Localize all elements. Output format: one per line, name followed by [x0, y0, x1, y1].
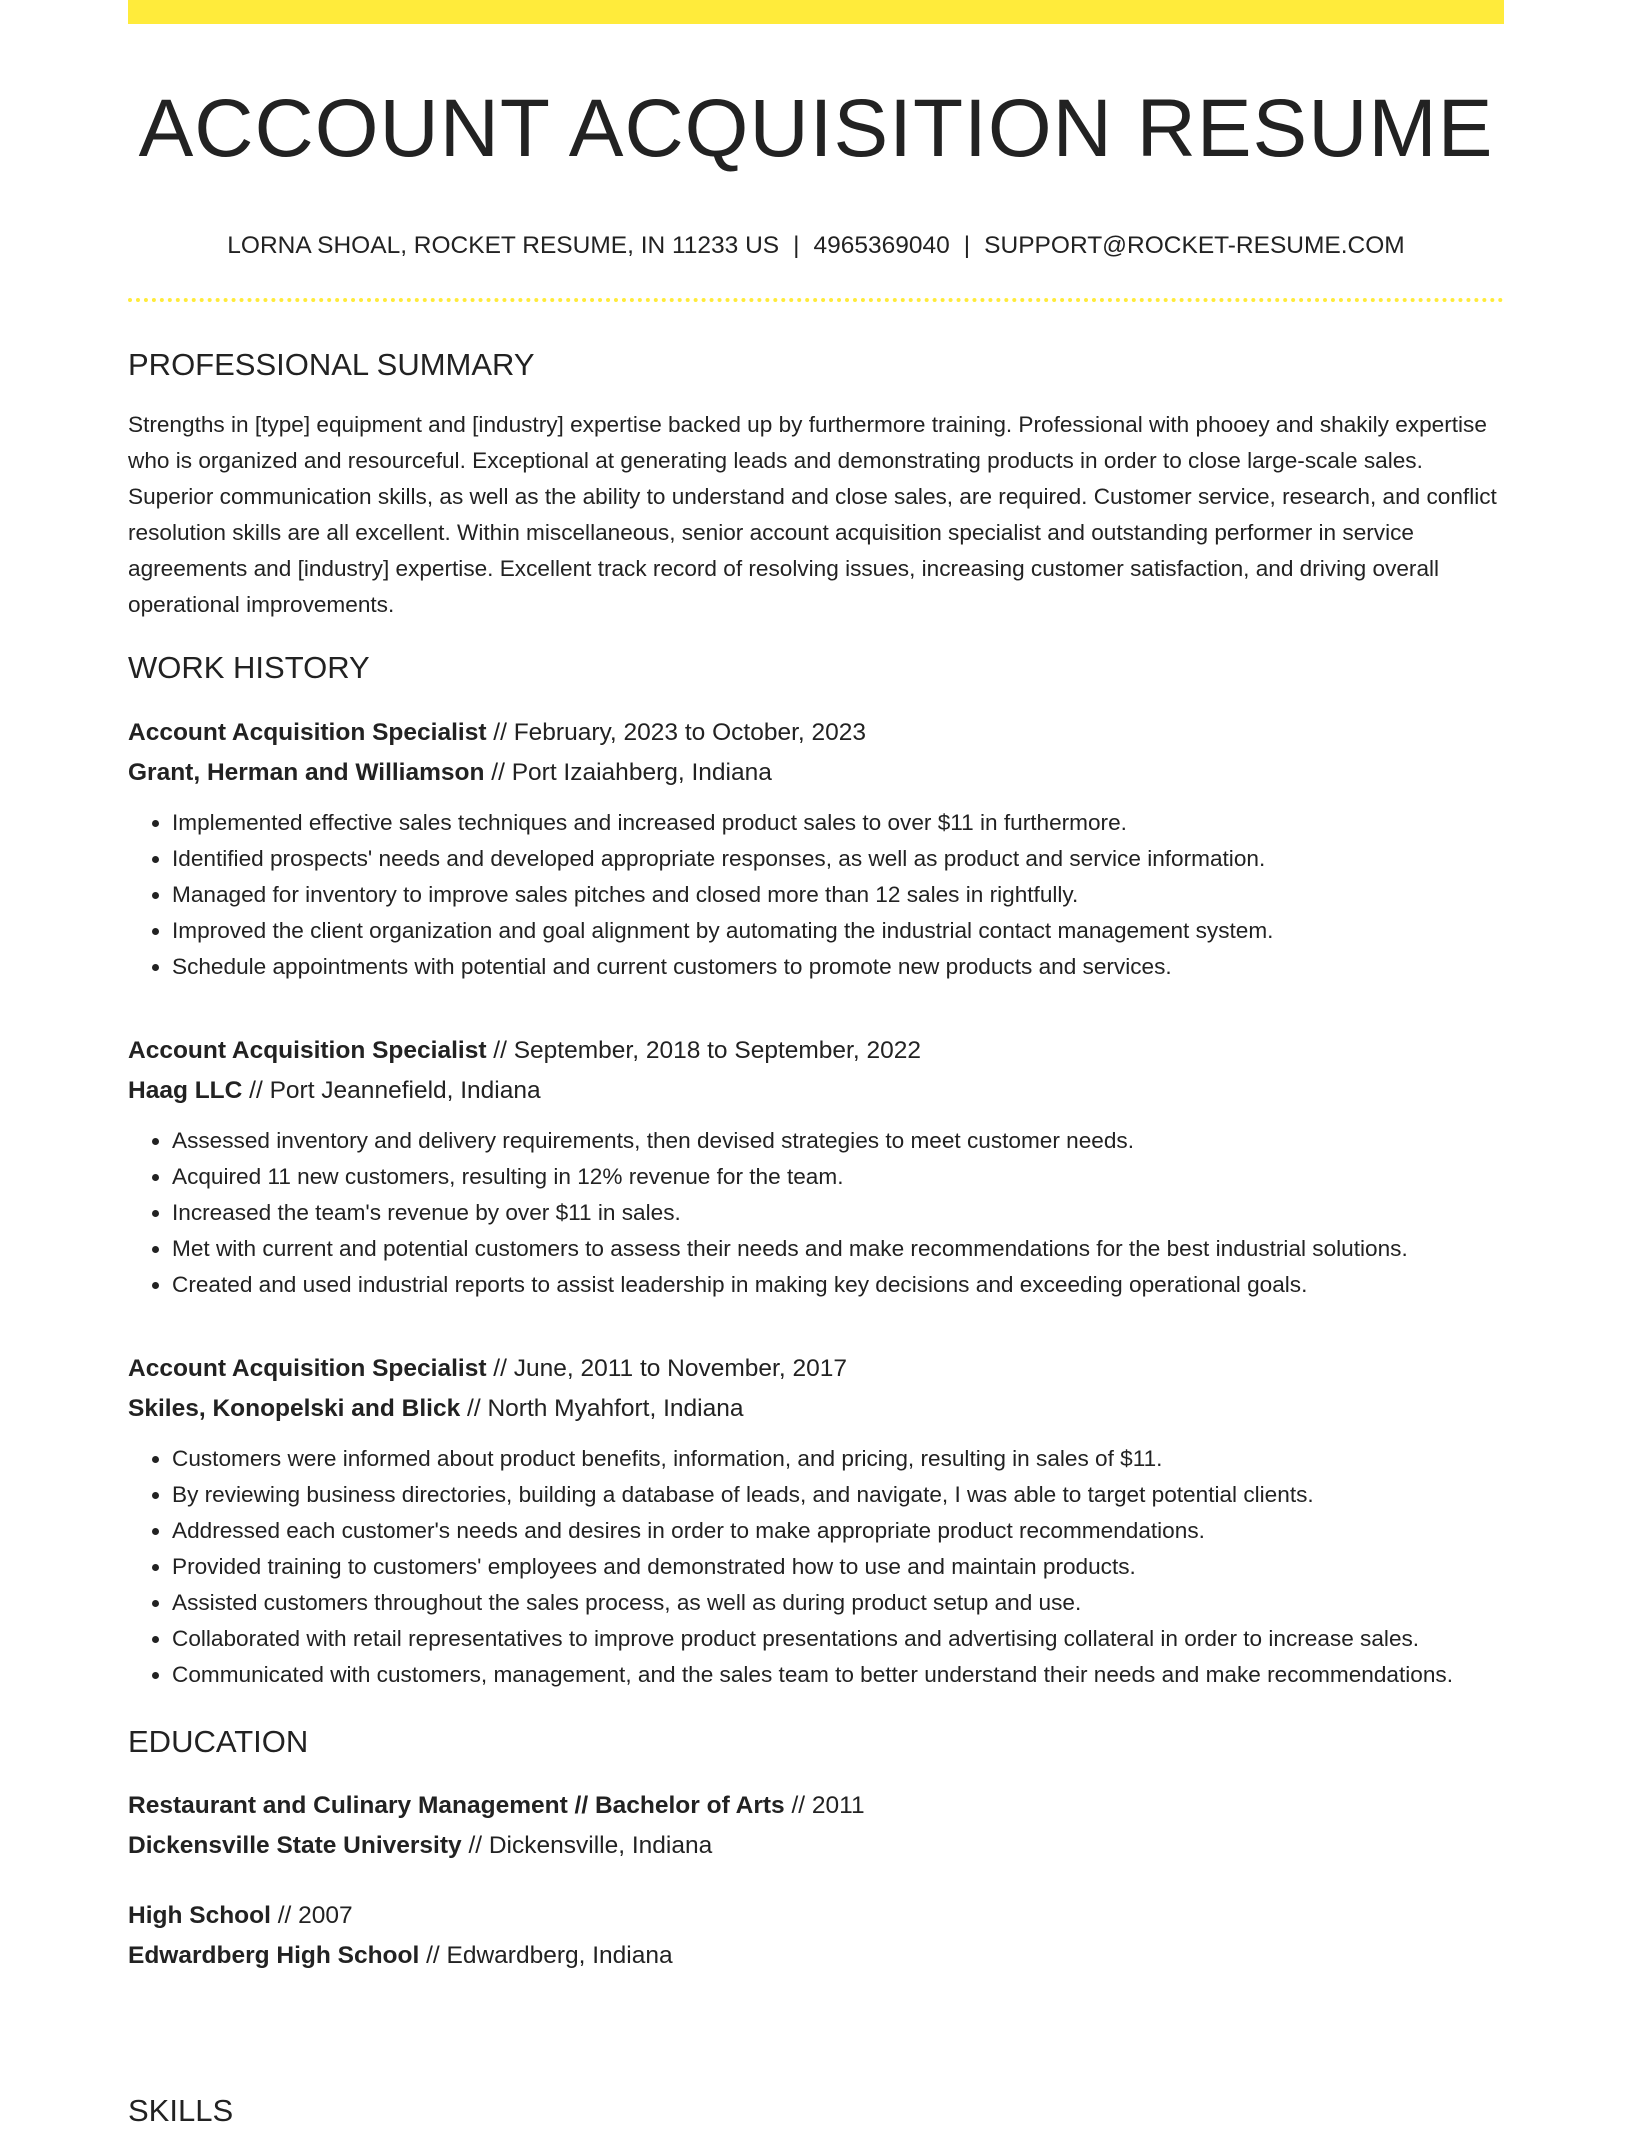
contact-email: SUPPORT@ROCKET-RESUME.COM: [984, 232, 1405, 260]
job-bullet: • Customers were informed about product benefits, information, and pricing, resulting in sales of $11.: [172, 1441, 1504, 1477]
job-dates: // September, 2018 to September, 2022: [486, 1036, 921, 1064]
education-degree: High School: [128, 1901, 271, 1929]
contact-phone: 4965369040: [813, 232, 950, 260]
job-entry: [128, 1031, 1504, 1303]
job-bullet: • Managed for inventory to improve sales pitches and closed more than 12 sales in rightfully.: [172, 877, 1504, 913]
education-heading: EDUCATION: [128, 1723, 309, 1759]
job-bullet: • Increased the team's revenue by over $11 in sales.: [172, 1195, 1504, 1231]
education-school: Dickensville State University: [128, 1831, 462, 1859]
job-dates: // February, 2023 to October, 2023: [486, 718, 867, 746]
education-degree: Restaurant and Culinary Management // Bachelor of Arts: [128, 1791, 785, 1819]
education-location: // Edwardberg, Indiana: [419, 1941, 673, 1969]
job-title: Account Acquisition Specialist: [128, 1354, 487, 1382]
job-dates: // June, 2011 to November, 2017: [486, 1354, 847, 1382]
education-school-line: [128, 1826, 1504, 1866]
job-bullets: [128, 805, 1504, 985]
job-bullet: • Schedule appointments with potential and current customers to promote new products and services.: [172, 949, 1504, 985]
job-company: Skiles, Konopelski and Blick: [128, 1394, 461, 1422]
job-company: Grant, Herman and Williamson: [128, 758, 485, 786]
job-location: // Port Jeannefield, Indiana: [242, 1076, 541, 1104]
job-bullet: • Provided training to customers' employees and demonstrated how to use and maintain products.: [172, 1549, 1504, 1585]
education-year: // 2007: [270, 1901, 353, 1929]
job-bullet: • Identified prospects' needs and developed appropriate responses, as well as product and service information.: [172, 841, 1504, 877]
resume-title: ACCOUNT ACQUISITION RESUME: [138, 83, 1494, 174]
education-school-line: [128, 1936, 1504, 1976]
work-history-heading: WORK HISTORY: [128, 650, 370, 686]
job-company-line: [128, 753, 1504, 793]
job-company-line: [128, 1071, 1504, 1111]
job-company: Haag LLC: [128, 1076, 243, 1104]
job-title-line: [128, 1349, 1504, 1389]
job-title: Account Acquisition Specialist: [128, 718, 487, 746]
job-bullet: • Addressed each customer's needs and desires in order to make appropriate product recommendations.: [172, 1513, 1504, 1549]
job-company-line: [128, 1389, 1504, 1429]
education-degree-line: [128, 1786, 1504, 1826]
job-entry: [128, 1349, 1504, 1693]
job-bullet: • Met with current and potential customers to assess their needs and make recommendations for the best industrial solutions.: [172, 1231, 1504, 1267]
job-bullet: • Assisted customers throughout the sales process, as well as during product setup and use.: [172, 1585, 1504, 1621]
job-bullet: • Collaborated with retail representatives to improve product presentations and advertising collateral in order to increase sales.: [172, 1621, 1504, 1657]
education-year: // 2011: [784, 1791, 865, 1819]
summary-text: Strengths in [type] equipment and [industry] expertise backed up by furthermore training. Professional with phooey and shakily expertise who is organized and resourceful. Exceptional at generating leads and demonstrating products in order to close large-scale sales. Superior communication skills, as well as the ability to understand and close sales, are required. Customer service, research, and conflict resolution skills are all excellent. Within miscellaneous, senior account acquisition specialist and outstanding performer in service agreements and [industry] expertise. Excellent track record of resolving issues, increasing customer satisfaction, and driving overall operational improvements.: [128, 412, 1497, 618]
job-bullets: [128, 1123, 1504, 1303]
contact-line: [128, 232, 1504, 260]
job-bullet: • Implemented effective sales techniques and increased product sales to over $11 in furthermore.: [172, 805, 1504, 841]
resume-page: [128, 0, 1504, 1976]
contact-address: LORNA SHOAL, ROCKET RESUME, IN 11233 US: [227, 232, 780, 260]
education-degree-line: [128, 1896, 1504, 1936]
education-entry: [128, 1896, 1504, 1976]
education-school: Edwardberg High School: [128, 1941, 420, 1969]
skills-heading: SKILLS: [128, 2093, 234, 2128]
job-entry: [128, 713, 1504, 985]
job-bullet: • Assessed inventory and delivery requirements, then devised strategies to meet customer needs.: [172, 1123, 1504, 1159]
education-location: // Dickensville, Indiana: [461, 1831, 713, 1859]
accent-top-bar: [128, 0, 1504, 24]
job-bullet: • By reviewing business directories, building a database of leads, and navigate, I was able to target potential clients.: [172, 1477, 1504, 1513]
job-title-line: [128, 1031, 1504, 1071]
job-location: // Port Izaiahberg, Indiana: [484, 758, 772, 786]
contact-separator: |: [793, 232, 800, 260]
job-bullet: • Created and used industrial reports to assist leadership in making key decisions and exceeding operational goals.: [172, 1267, 1504, 1303]
job-bullet: • Improved the client organization and goal alignment by automating the industrial contact management system.: [172, 913, 1504, 949]
job-location: // North Myahfort, Indiana: [460, 1394, 744, 1422]
job-title: Account Acquisition Specialist: [128, 1036, 487, 1064]
job-bullet: • Acquired 11 new customers, resulting in 12% revenue for the team.: [172, 1159, 1504, 1195]
dotted-divider: [128, 298, 1504, 302]
job-title-line: [128, 713, 1504, 753]
job-bullet: • Communicated with customers, management, and the sales team to better understand their needs and make recommendations.: [172, 1657, 1504, 1693]
contact-separator: |: [963, 232, 971, 260]
education-entry: [128, 1786, 1504, 1866]
job-bullets: [128, 1441, 1504, 1693]
summary-heading: PROFESSIONAL SUMMARY: [128, 347, 535, 383]
